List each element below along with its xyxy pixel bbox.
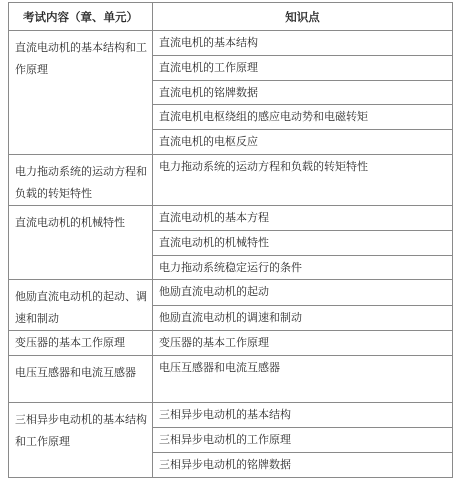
- topic-cell: 变压器的基本工作原理: [9, 331, 153, 356]
- point-cell: 变压器的基本工作原理: [153, 331, 453, 356]
- point-cell: 直流电机的电枢反应: [153, 130, 453, 155]
- point-cell: 三相异步电动机的铭牌数据: [153, 452, 453, 477]
- table-header-row: [9, 3, 453, 31]
- header-knowledge-points: 知识点: [153, 3, 453, 31]
- point-cell: 直流电动机的机械特性: [153, 230, 453, 255]
- point-cell: 他励直流电动机的调速和制动: [153, 305, 453, 331]
- point-cell: 直流电机电枢绕组的感应电动势和电磁转矩: [153, 105, 453, 130]
- point-cell: 电力拖动系统稳定运行的条件: [153, 255, 453, 280]
- table-row: [9, 31, 453, 56]
- topic-cell: 电压互感器和电流互感器: [9, 356, 153, 403]
- topic-cell: 直流电动机的机械特性: [9, 205, 153, 279]
- point-cell: 直流电动机的基本方程: [153, 205, 453, 230]
- table-row: [9, 403, 453, 428]
- point-cell: 他励直流电动机的起动: [153, 280, 453, 306]
- point-cell: 电力拖动系统的运动方程和负载的转矩特性: [153, 154, 453, 205]
- topic-cell: 直流电动机的基本结构和工作原理: [9, 31, 153, 155]
- table-row: [9, 356, 453, 403]
- table-row: [9, 154, 453, 205]
- point-cell: 直流电机的基本结构: [153, 31, 453, 56]
- syllabus-table: [8, 2, 453, 478]
- topic-cell: 他励直流电动机的起动、调速和制动: [9, 280, 153, 331]
- point-cell: 三相异步电动机的基本结构: [153, 403, 453, 428]
- point-cell: 直流电机的工作原理: [153, 55, 453, 80]
- table-row: [9, 205, 453, 230]
- topic-cell: 电力拖动系统的运动方程和负载的转矩特性: [9, 154, 153, 205]
- point-cell: 电压互感器和电流互感器: [153, 356, 453, 403]
- point-cell: 三相异步电动机的工作原理: [153, 427, 453, 452]
- table-row: [9, 331, 453, 356]
- point-cell: 直流电机的铭牌数据: [153, 80, 453, 105]
- topic-cell: 三相异步电动机的基本结构和工作原理: [9, 403, 153, 477]
- header-exam-content: 考试内容（章、单元）: [9, 3, 153, 31]
- table-row: [9, 280, 453, 306]
